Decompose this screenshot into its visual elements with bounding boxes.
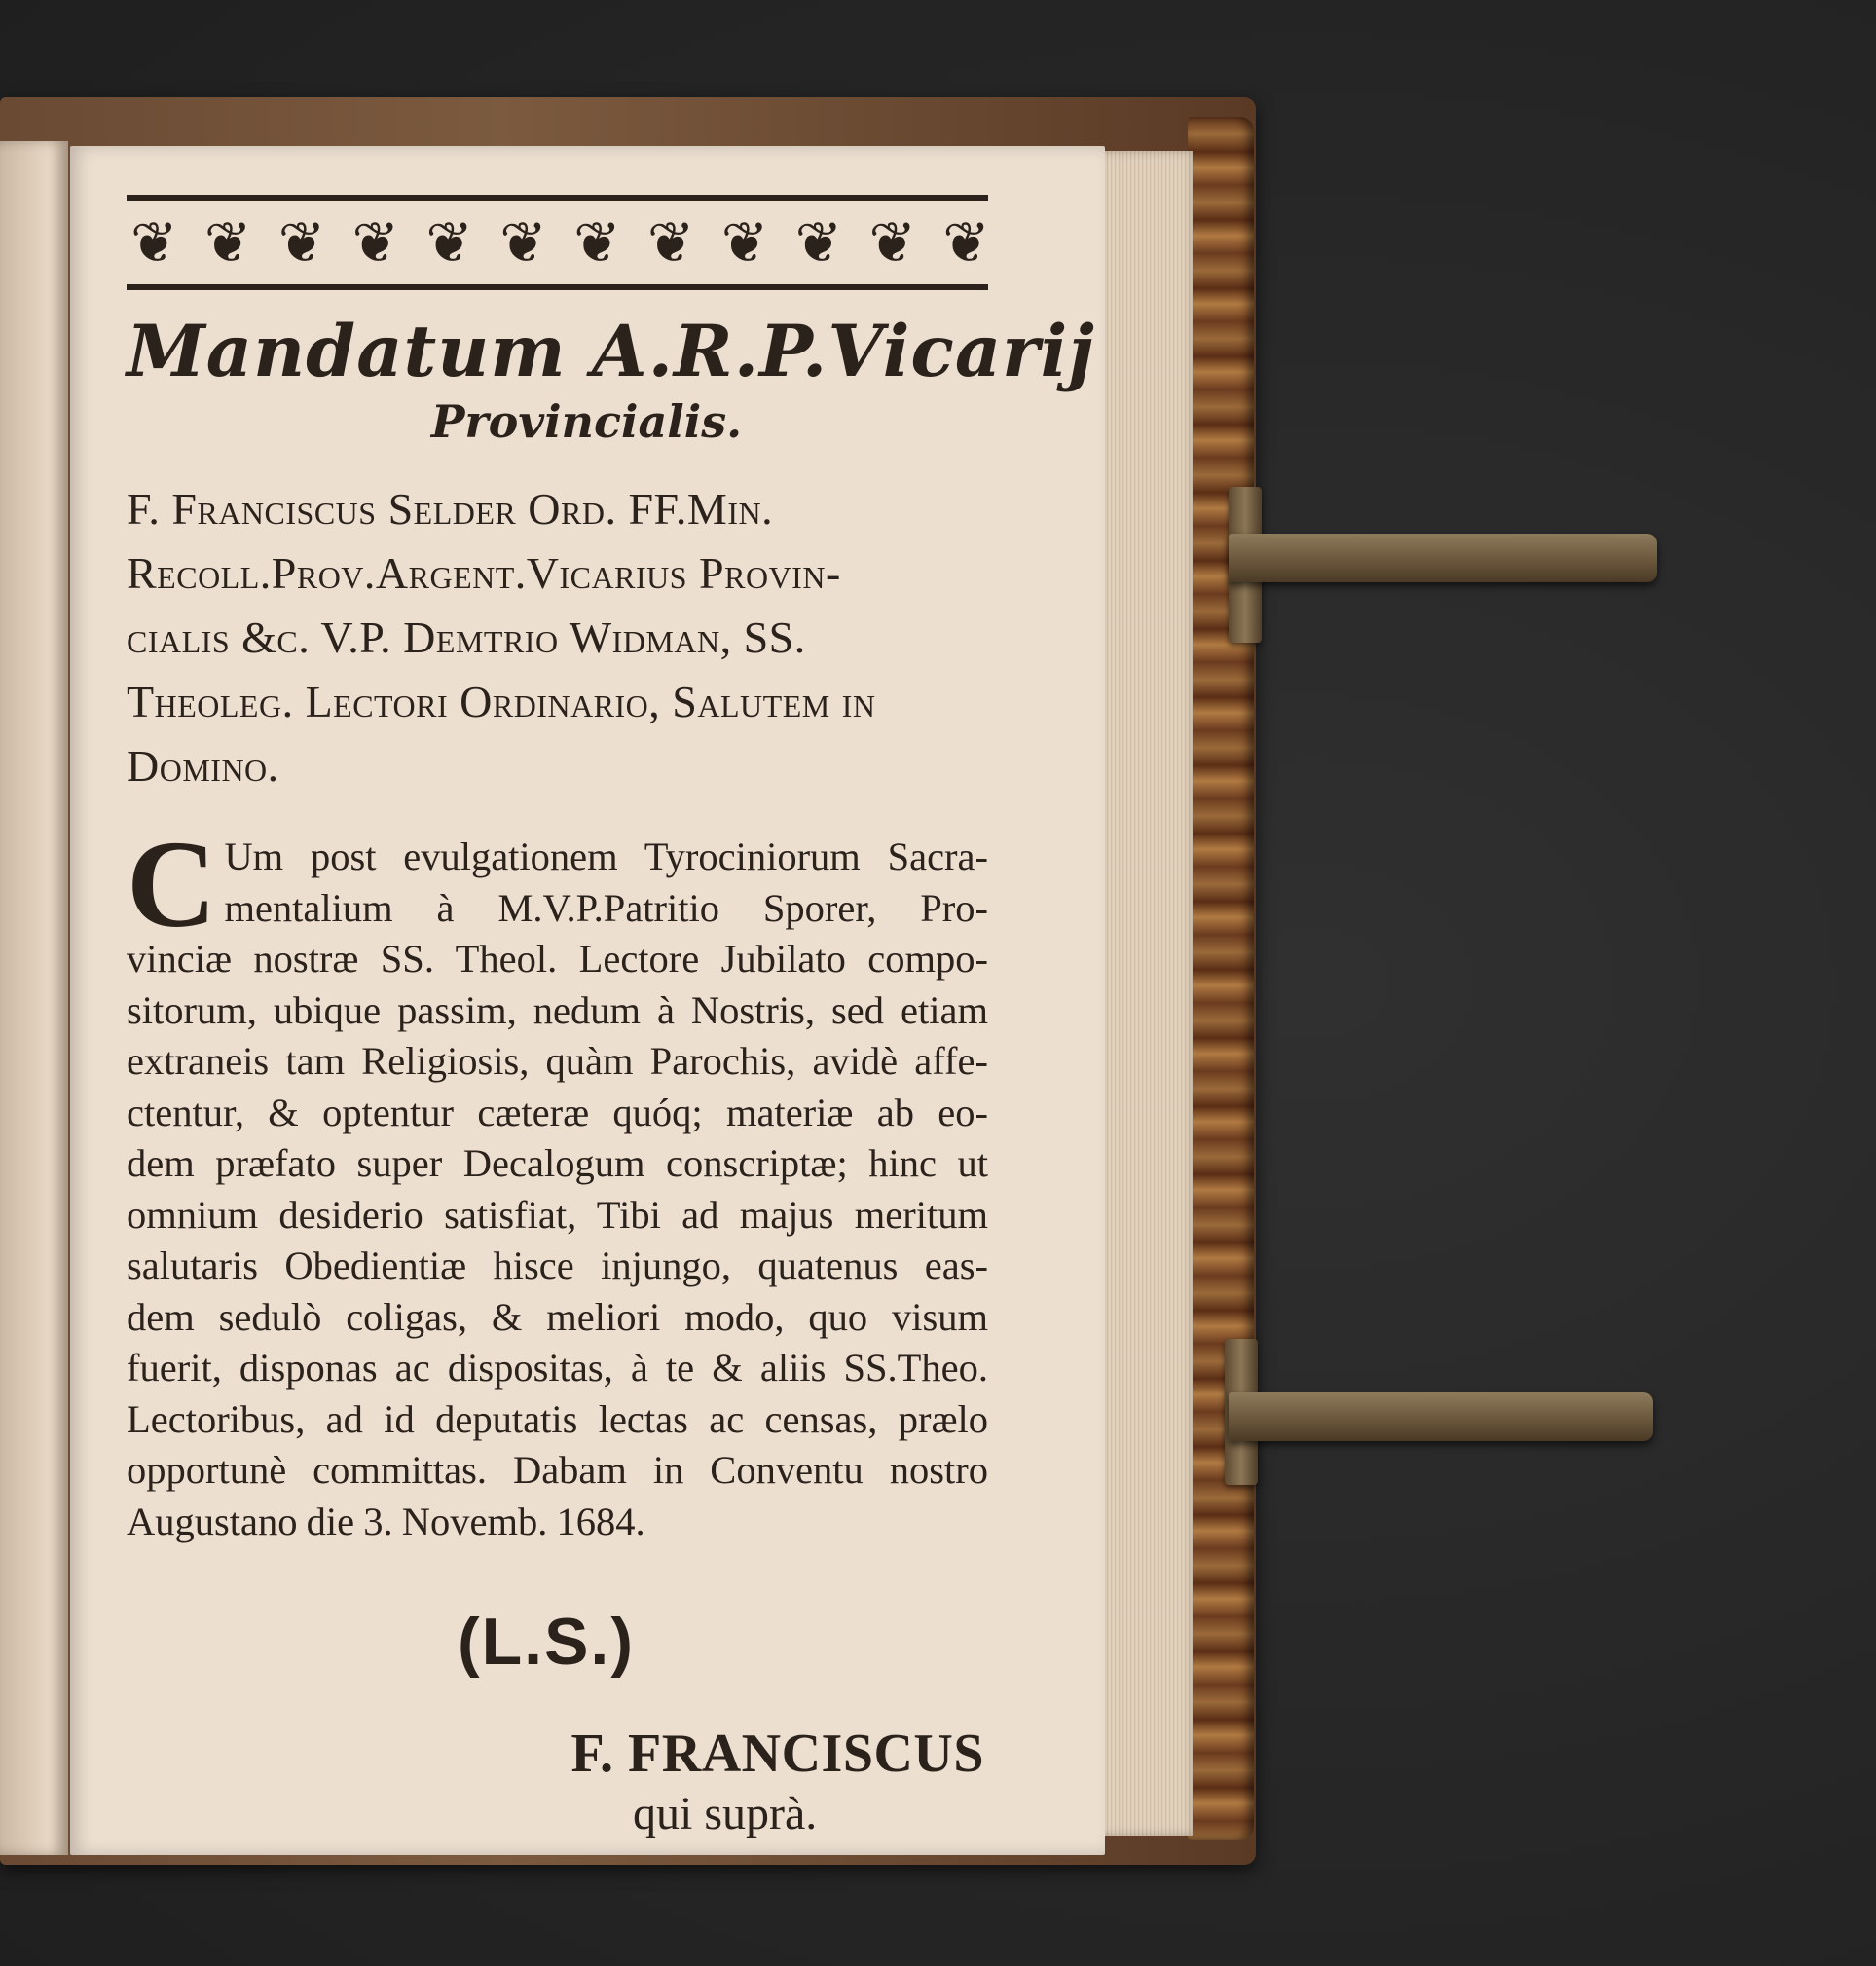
body-line: Lectoribus, ad id deputatis lectas ac censas, prælo (127, 1396, 988, 1441)
body-line: salutaris Obedientiæ hisce injungo, quatenus eas- (127, 1243, 988, 1287)
seal-mark: (L.S.) (458, 1605, 635, 1679)
body-line: ctentur, & optentur cæteræ quóq; materiæ ab eo- (127, 1090, 988, 1134)
address-line: Domino. (127, 741, 279, 791)
cover-edge (1188, 117, 1254, 1840)
ornament-flourish-icon: ❦ (203, 209, 246, 276)
ornament-flourish-icon: ❦ (351, 209, 394, 276)
ornament-flourish-icon: ❦ (425, 209, 467, 276)
body-line: fuerit, disponas ac dispositas, à te & aliis SS.Theo. (127, 1346, 988, 1390)
body-line: sitorum, ubique passim, nedum à Nostris, sed etiam (127, 987, 988, 1032)
body-line: extraneis tam Religiosis, quàm Parochis, avidè affe- (127, 1039, 988, 1083)
ornament-flourish-icon: ❦ (499, 209, 541, 276)
address-line: Recoll.Prov.Argent.Vicarius Provin- (127, 548, 841, 598)
ornament-flourish-icon: ❦ (130, 209, 172, 276)
ornament-flourish-icon: ❦ (573, 209, 615, 276)
page-edges (1100, 151, 1193, 1836)
body-line: mentalium à M.V.P.Patritio Sporer, Pro- (224, 885, 988, 930)
body-line: dem sedulò coligas, & meliori modo, quo visum (127, 1294, 988, 1339)
address-line: cialis &c. V.P. Demtrio Widman, SS. (127, 612, 806, 662)
page-text-block (127, 195, 1095, 1840)
body-line: Augustano die 3. Novemb. 1684. (127, 1499, 645, 1543)
ornament-flourish-icon: ❦ (277, 209, 320, 276)
page-subheading: Provincialis. (430, 395, 743, 448)
signature: F. FRANCISCUS (570, 1724, 984, 1784)
clasp-bottom (1229, 1392, 1653, 1441)
page-heading: Mandatum A.R.P.Vicarij (127, 310, 1095, 393)
ornament-flourish-icon: ❦ (720, 209, 763, 276)
clasp-top (1229, 534, 1657, 582)
body-line: omnium desiderio satisfiat, Tibi ad majus meritum (127, 1192, 988, 1237)
body-paragraph (127, 815, 988, 1547)
left-page-sliver (0, 141, 68, 1855)
signature-subline: qui suprà. (633, 1788, 818, 1839)
ornament-flourish-icon: ❦ (646, 209, 689, 276)
ornament-flourish-icon: ❦ (794, 209, 837, 276)
ornament-band (127, 195, 988, 290)
body-line: dem præfato super Decalogum conscriptæ; hinc ut (127, 1141, 988, 1185)
address-line: Theoleg. Lectori Ordinario, Salutem in (127, 677, 876, 726)
body-line: opportunè committas. Dabam in Conventu nostro (127, 1448, 988, 1492)
body-line: vinciæ nostræ SS. Theol. Lectore Jubilato compo- (127, 937, 988, 981)
address-block (127, 477, 988, 798)
body-line: Um post evulgationem Tyrociniorum Sacra- (224, 835, 988, 878)
drop-cap: C (127, 815, 217, 953)
ornament-flourish-icon: ❦ (868, 209, 911, 276)
ornament-flourish-icon: ❦ (942, 209, 984, 276)
address-line: F. Franciscus Selder Ord. FF.Min. (127, 484, 774, 534)
